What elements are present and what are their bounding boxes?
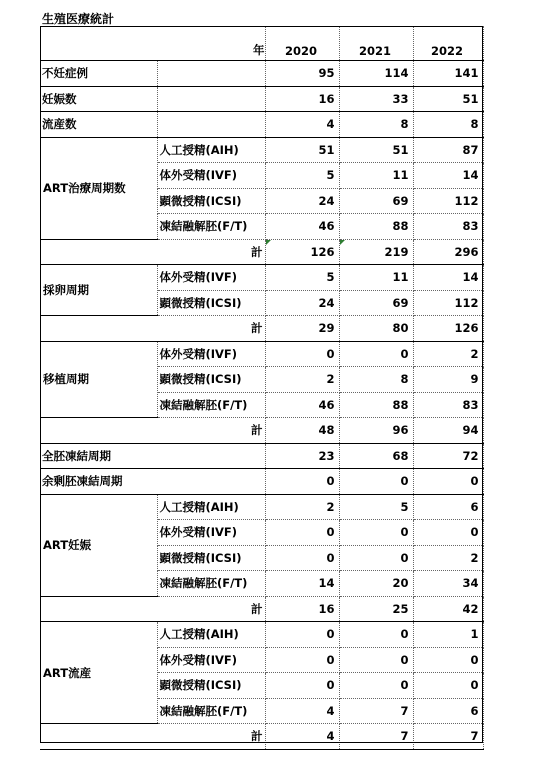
cell-value: 80 [339, 316, 413, 342]
cell-value: 7 [339, 698, 413, 724]
cell-value: 0 [413, 647, 483, 673]
total-label: 計 [40, 316, 265, 342]
cell-value: 114 [339, 61, 413, 87]
cell-value: 8 [339, 112, 413, 138]
cell-value: 1 [413, 622, 483, 648]
cell-value: 0 [339, 520, 413, 546]
cell-value: 95 [265, 61, 339, 87]
cell-value: 0 [413, 469, 483, 495]
cell-value: 0 [265, 520, 339, 546]
cell-value: 2 [265, 494, 339, 520]
cell-value: 0 [265, 673, 339, 699]
cell-value: 2 [413, 341, 483, 367]
cell-value: 83 [413, 392, 483, 418]
cell-value: 0 [339, 545, 413, 571]
cell-value: 88 [339, 392, 413, 418]
table-row [40, 341, 483, 367]
row-label-freeze-all: 全胚凍結周期 [40, 443, 265, 469]
cell-value: 7 [339, 724, 413, 750]
item-label: 人工授精(AIH) [157, 137, 265, 163]
cell-value: 0 [265, 341, 339, 367]
item-label: 人工授精(AIH) [157, 622, 265, 648]
cell-value: 219 [339, 239, 413, 265]
cell-value: 96 [339, 418, 413, 444]
item-label: 体外受精(IVF) [157, 265, 265, 291]
total-row [40, 596, 483, 622]
cell-value: 141 [413, 61, 483, 87]
item-label: 体外受精(IVF) [157, 163, 265, 189]
row-label-infertile: 不妊症例 [40, 61, 157, 87]
item-label: 顕微授精(ICSI) [157, 290, 265, 316]
cell-value: 88 [339, 214, 413, 240]
cell-value: 5 [339, 494, 413, 520]
cell-value: 34 [413, 571, 483, 597]
year-label: 年 [40, 26, 265, 61]
comment-marker [340, 240, 345, 245]
year-header: 2020 [265, 26, 339, 61]
cell-value: 296 [413, 239, 483, 265]
cell-value: 112 [413, 290, 483, 316]
cell-value: 69 [339, 290, 413, 316]
cell-value: 4 [265, 724, 339, 750]
row-label-surplus-freeze: 余剰胚凍結周期 [40, 469, 265, 495]
cell-value: 42 [413, 596, 483, 622]
cell-value: 2 [413, 545, 483, 571]
item-label: 凍結融解胚(F/T) [157, 214, 265, 240]
cell-value: 23 [265, 443, 339, 469]
cell-value: 6 [413, 494, 483, 520]
item-label: 人工授精(AIH) [157, 494, 265, 520]
cell-value: 46 [265, 392, 339, 418]
cell-value: 14 [413, 265, 483, 291]
cell-value: 5 [265, 163, 339, 189]
year-header: 2022 [413, 26, 483, 61]
cell-value: 126 [413, 316, 483, 342]
total-row [40, 418, 483, 444]
group-label-art-miscarriage: ART流産 [40, 622, 157, 724]
cell-value: 68 [339, 443, 413, 469]
cell-value: 0 [339, 673, 413, 699]
cell-value: 14 [413, 163, 483, 189]
item-label: 顕微授精(ICSI) [157, 673, 265, 699]
table-row [40, 61, 483, 87]
cell-value: 51 [413, 86, 483, 112]
cell-value: 4 [265, 698, 339, 724]
cell-value: 46 [265, 214, 339, 240]
header-row [40, 26, 483, 61]
item-label: 体外受精(IVF) [157, 647, 265, 673]
cell-value: 48 [265, 418, 339, 444]
cell-value: 16 [265, 86, 339, 112]
cell-value: 24 [265, 188, 339, 214]
cell-value: 8 [413, 112, 483, 138]
cell-value: 87 [413, 137, 483, 163]
cell-value: 112 [413, 188, 483, 214]
total-row [40, 239, 483, 265]
comment-marker [266, 240, 271, 245]
cell-value: 0 [339, 647, 413, 673]
cell-value: 0 [265, 469, 339, 495]
table-row [40, 112, 483, 138]
cell-value: 2 [265, 367, 339, 393]
year-header: 2021 [339, 26, 413, 61]
row-label-pregnancies: 妊娠数 [40, 86, 157, 112]
row-label-miscarriages: 流産数 [40, 112, 157, 138]
cell-value: 16 [265, 596, 339, 622]
cell-value: 0 [339, 341, 413, 367]
group-label-art-cycles: ART治療周期数 [40, 137, 157, 239]
cell-value: 0 [265, 545, 339, 571]
item-label: 顕微授精(ICSI) [157, 188, 265, 214]
total-label: 計 [40, 239, 265, 265]
item-label: 凍結融解胚(F/T) [157, 698, 265, 724]
table-row [40, 137, 483, 163]
table-row [40, 469, 483, 495]
cell-value: 20 [339, 571, 413, 597]
cell-value: 126 [265, 239, 339, 265]
total-label: 計 [40, 596, 265, 622]
cell-value: 0 [339, 469, 413, 495]
cell-value: 69 [339, 188, 413, 214]
page-title: 生殖医療統計 [42, 12, 115, 26]
group-label-retrieval: 採卵周期 [40, 265, 157, 316]
cell-value: 11 [339, 163, 413, 189]
item-label: 体外受精(IVF) [157, 341, 265, 367]
cell-value: 0 [265, 647, 339, 673]
total-row [40, 316, 483, 342]
statistics-table [40, 26, 484, 750]
cell-value: 9 [413, 367, 483, 393]
table-row [40, 622, 483, 648]
table-row [40, 443, 483, 469]
cell-value: 14 [265, 571, 339, 597]
group-label-art-pregnancy: ART妊娠 [40, 494, 157, 596]
table-row [40, 265, 483, 291]
cell-value: 6 [413, 698, 483, 724]
item-label: 凍結融解胚(F/T) [157, 571, 265, 597]
cell-value: 94 [413, 418, 483, 444]
cell-value: 0 [413, 673, 483, 699]
total-label: 計 [40, 418, 265, 444]
cell-value: 0 [413, 520, 483, 546]
cell-value: 11 [339, 265, 413, 291]
item-label: 体外受精(IVF) [157, 520, 265, 546]
total-row [40, 724, 483, 750]
cell-value: 0 [339, 622, 413, 648]
cell-value: 72 [413, 443, 483, 469]
item-label: 顕微授精(ICSI) [157, 545, 265, 571]
cell-value: 8 [339, 367, 413, 393]
cell-value: 4 [265, 112, 339, 138]
cell-value: 29 [265, 316, 339, 342]
cell-value: 24 [265, 290, 339, 316]
table-row [40, 494, 483, 520]
cell-value: 51 [265, 137, 339, 163]
cell-value: 83 [413, 214, 483, 240]
cell-value: 7 [413, 724, 483, 750]
cell-value: 51 [339, 137, 413, 163]
item-label: 凍結融解胚(F/T) [157, 392, 265, 418]
cell-value: 0 [265, 622, 339, 648]
item-label: 顕微授精(ICSI) [157, 367, 265, 393]
cell-value: 25 [339, 596, 413, 622]
cell-value: 33 [339, 86, 413, 112]
cell-value: 5 [265, 265, 339, 291]
total-label: 計 [40, 724, 265, 750]
table-row [40, 86, 483, 112]
group-label-transfer: 移植周期 [40, 341, 157, 418]
